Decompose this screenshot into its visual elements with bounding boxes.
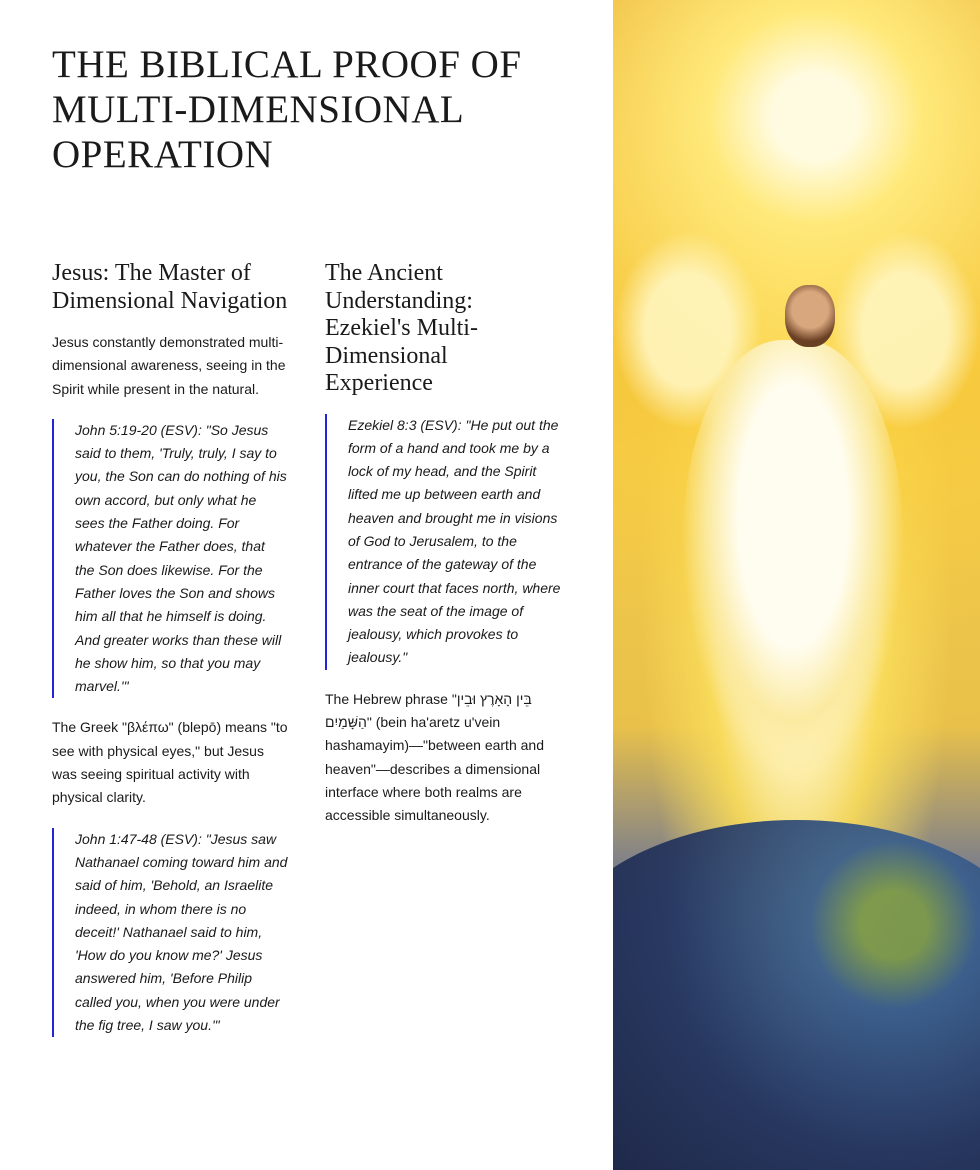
- earth-shape: [613, 820, 980, 1170]
- page-title: THE BIBLICAL PROOF OF MULTI-DIMENSIONAL OPERATION: [52, 43, 522, 176]
- hebrew-post: " (bein ha'aretz u'vein hashamayim)—"between earth and heaven"—describes a dimensional interface where both realms are accessible simultaneously.: [325, 714, 544, 824]
- section-heading-jesus: Jesus: The Master of Dimensional Navigation: [52, 260, 288, 314]
- right-column: [325, 260, 561, 846]
- hebrew-phrase: בֵּין הָאָרֶץ וּבֵין הַשָּׁמַיִם: [325, 690, 532, 731]
- scripture-quote-ezekiel-8: Ezekiel 8:3 (ESV): "He put out the form of a hand and took me by a lock of my head, and the Spirit lifted me up between earth and heaven and brought me in visions of God to Jerusalem, to the entrance of the gateway of the inner court that faces north, where was the seat of the image of jealousy, which provokes to jealousy.": [325, 414, 561, 670]
- figure-head-shape: [785, 285, 835, 347]
- hebrew-pre: The Hebrew phrase ": [325, 690, 457, 707]
- intro-paragraph: Jesus constantly demonstrated multi-dimensional awareness, seeing in the Spirit while present in the natural.: [52, 334, 286, 397]
- left-column: [52, 260, 288, 1055]
- scripture-quote-john-5: John 5:19-20 (ESV): "So Jesus said to them, 'Truly, truly, I say to you, the Son can do nothing of his own accord, but only what he sees the Father doing. For whatever the Father does, that the Son does likewise. For the Father loves the Son and shows him all that he himself is doing. And greater works than these will he show him, so that you may marvel.'": [52, 419, 288, 699]
- section-heading-ezekiel: The Ancient Understanding: Ezekiel's Multi-Dimensional Experience: [325, 260, 478, 396]
- hebrew-paragraph: [325, 688, 561, 828]
- robed-figure-shape: [683, 340, 903, 780]
- scripture-quote-john-1: John 1:47-48 (ESV): "Jesus saw Nathanael coming toward him and said of him, 'Behold, an Israelite indeed, in whom there is no deceit!' Nathanael said to him, 'How do you know me?' Jesus answered him, 'Before Philip called you, when you were under the fig tree, I saw you.'": [52, 828, 288, 1038]
- greek-paragraph: The Greek "βλέπω" (blepō) means "to see with physical eyes," but Jesus was seeing spiritual activity with physical clarity.: [52, 719, 288, 806]
- jesus-angel-painting: [613, 0, 980, 1170]
